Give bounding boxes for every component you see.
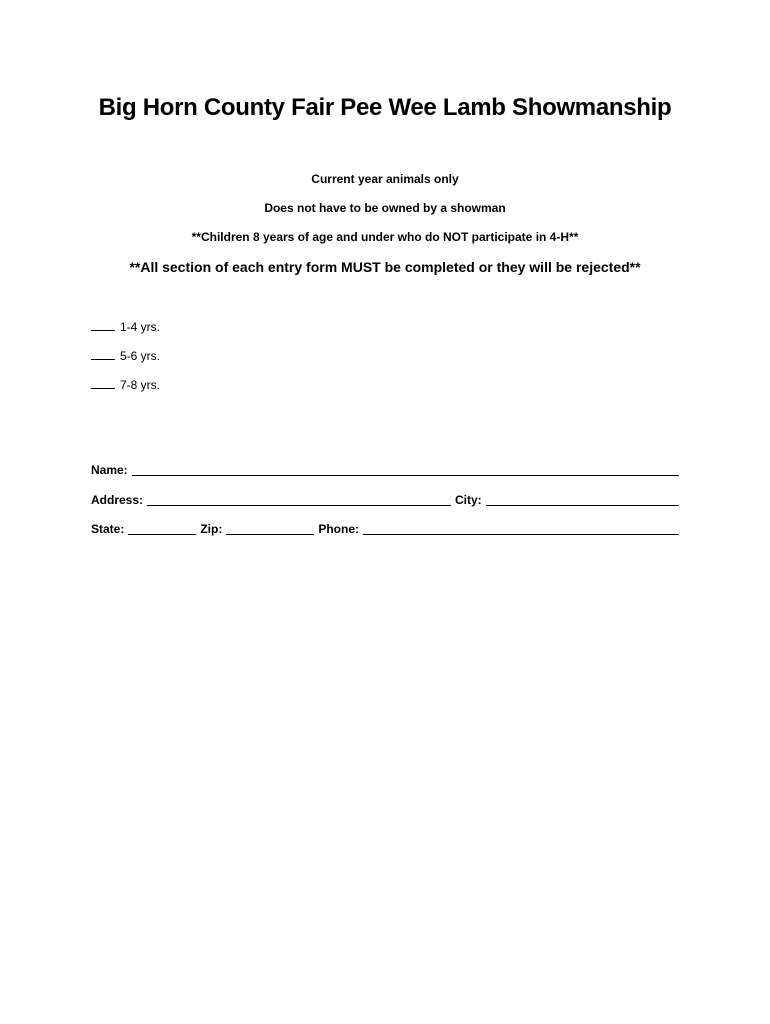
- name-row: [91, 463, 679, 477]
- phone-field[interactable]: [363, 522, 679, 535]
- age-checkbox-blank[interactable]: [91, 348, 115, 360]
- state-label: State:: [91, 522, 125, 536]
- age-option-label: 7-8 yrs.: [120, 378, 161, 392]
- name-label: Name:: [91, 463, 128, 477]
- zip-label: Zip:: [200, 522, 223, 536]
- city-label: City:: [455, 493, 482, 507]
- phone-label: Phone:: [318, 522, 360, 536]
- page-title: Big Horn County Fair Pee Wee Lamb Showmanship: [98, 94, 672, 121]
- state-field[interactable]: [128, 522, 196, 535]
- address-row: [91, 493, 679, 507]
- age-option-7-8: [91, 377, 160, 392]
- note-eligibility: **Children 8 years of age and under who do NOT participate in 4-H**: [191, 230, 579, 244]
- age-checkbox-blank[interactable]: [91, 377, 115, 389]
- name-field[interactable]: [132, 463, 679, 476]
- address-label: Address:: [91, 493, 144, 507]
- city-field[interactable]: [486, 493, 679, 506]
- age-option-label: 5-6 yrs.: [120, 349, 161, 363]
- note-completion-warning: **All section of each entry form MUST be completed or they will be rejected**: [129, 259, 641, 275]
- address-field[interactable]: [147, 493, 451, 506]
- age-option-label: 1-4 yrs.: [120, 320, 161, 334]
- state-zip-phone-row: [91, 522, 679, 536]
- age-option-5-6: [91, 348, 160, 363]
- note-current-year: Current year animals only: [311, 172, 459, 186]
- note-ownership: Does not have to be owned by a showman: [264, 201, 506, 215]
- age-option-1-4: [91, 319, 160, 334]
- age-checkbox-blank[interactable]: [91, 319, 115, 331]
- zip-field[interactable]: [226, 522, 314, 535]
